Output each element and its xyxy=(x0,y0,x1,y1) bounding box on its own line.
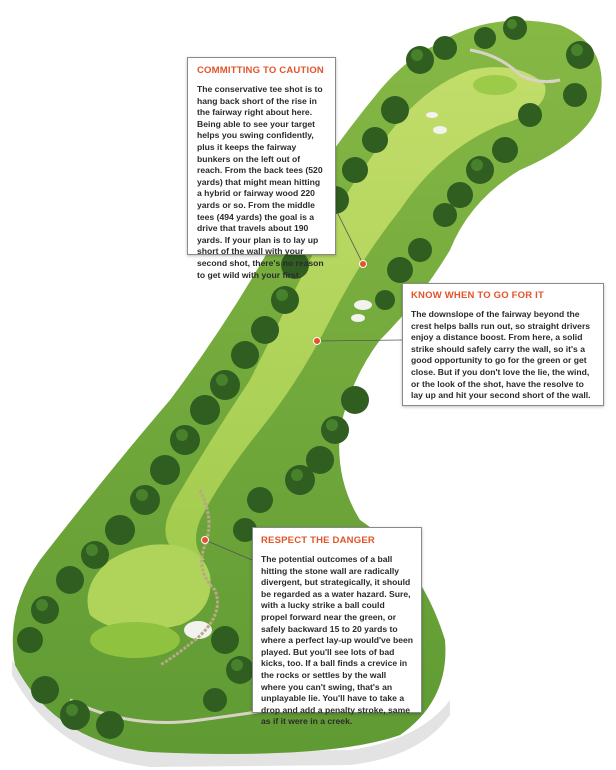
putting-green-far xyxy=(473,75,517,95)
bunker xyxy=(433,126,447,134)
bunker xyxy=(354,300,372,310)
danger-marker xyxy=(202,537,209,544)
callout-title: RESPECT THE DANGER xyxy=(261,535,375,546)
putting-green-near xyxy=(90,622,180,658)
callout-respect-the-danger xyxy=(252,527,422,727)
callout-committing-to-caution xyxy=(187,57,336,280)
callout-body: The downslope of the fairway beyond the crest helps balls run out, so straight drivers enjoy a distance boost. From here, a solid strike should safely carry the wall, so it's a good opportunity to go for the green or get close. But if you don't love the lie, the wind, or the look of the shot, have the resolve to lay up and hit your second short of the wall. xyxy=(411,309,591,401)
callout-know-when-to-go-for-it xyxy=(402,283,604,406)
callout-title: COMMITTING TO CAUTION xyxy=(197,65,324,76)
bunker xyxy=(351,314,365,322)
caution-marker xyxy=(360,261,367,268)
go-for-it-marker xyxy=(314,338,321,345)
callout-title: KNOW WHEN TO GO FOR IT xyxy=(411,290,544,301)
callout-body: The conservative tee shot is to hang back short of the rise in the fairway right about here. Being able to see your target helps you swing confidently, plus it keeps the fairway bunkers on the left out of reach. From the back tees (520 yards) that might mean hitting a hybrid or fairway wood 220 yards or so. From the middle tees (494 yards) the goal is a drive that travels about 190 yards. If your plan is to lay up short of the wall with your second shot, there's no reason to get wild with your first. xyxy=(197,84,324,280)
bunker xyxy=(426,112,438,118)
callout-body: The potential outcomes of a ball hitting the stone wall are radically divergent, but strategically, it should be regarded as a water hazard. Sure, with a lucky strike a ball could propel forward near the green, or safely backward 15 to 20 yards to where a perfect lay-up would've been played. But you'll see lots of bad kicks, too. If a ball finds a crevice in the rocks or settles by the wall where you can't swing, that's an unplayable lie. You'll have to take a drop and add a penalty stroke, same as if it were in a creek. xyxy=(261,554,413,727)
